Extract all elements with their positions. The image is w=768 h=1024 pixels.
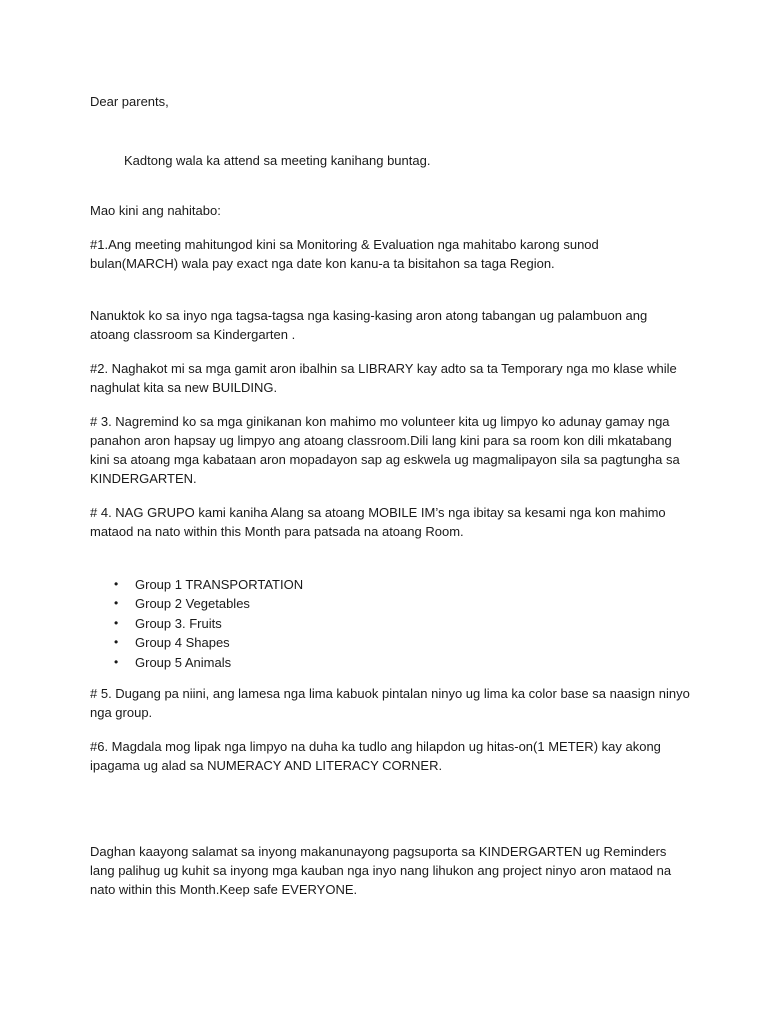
- item-2-paragraph: #2. Naghakot mi sa mga gamit aron ibalhin sa LIBRARY kay adto sa ta Temporary nga mo klase while naghulat kita sa new BUILDING.: [90, 361, 677, 395]
- intro-paragraph: Kadtong wala ka attend sa meeting kanihang buntag.: [124, 153, 431, 168]
- item-4-paragraph: # 4. NAG GRUPO kami kaniha Alang sa atoang MOBILE IM’s nga ibitay sa kesami nga kon mahimo mataod na nato within this Month para patsada na atoang Room.: [90, 505, 666, 539]
- group-label: Group 3. Fruits: [135, 615, 222, 631]
- letter-body: [90, 92, 690, 914]
- group-label: Group 2 Vegetables: [135, 596, 250, 612]
- salutation: Dear parents,: [90, 94, 169, 109]
- item-3-paragraph: # 3. Nagremind ko sa mga ginikanan kon mahimo mo volunteer kita ug limpyo ko adunay gamay nga panahon aron hapsay ug limpyo ang atoang classroom.Dili lang kini para sa room kon dili mkatabang kini sa atoang mga kabataan aron mopadayon sap ag eskwela ug magmalipayon sila sa pagtungha sa KINDERGARTEN.: [90, 414, 680, 486]
- bullet-icon: •: [114, 577, 119, 591]
- list-item: [90, 633, 690, 652]
- group-label: Group 4 Shapes: [135, 635, 230, 651]
- item-6-paragraph: #6. Magdala mog lipak nga limpyo na duha ka tudlo ang hilapdon ug hitas-on(1 METER) kay akong ipagama ug alad sa NUMERACY AND LITERACY CORNER.: [90, 739, 661, 774]
- group-label: Group 5 Animals: [135, 654, 232, 670]
- list-item: [90, 594, 690, 613]
- group-list: [90, 575, 690, 672]
- bullet-icon: •: [114, 596, 119, 611]
- item-1-paragraph: #1.Ang meeting mahitungod kini sa Monitoring & Evaluation nga mahitabo karong sunod bulan(MARCH) wala pay exact nga date kon kanu-a ta bisitahon sa taga Region.: [90, 237, 599, 271]
- bullet-icon: •: [114, 615, 119, 630]
- item-5-paragraph: # 5. Dugang pa niini, ang lamesa nga lima kabuok pintalan ninyo ug lima ka color base sa naasign ninyo nga group.: [90, 686, 690, 721]
- closing-paragraph: Daghan kaayong salamat sa inyong makanunayong pagsuporta sa KINDERGARTEN ug Reminders lang palihug ug kuhit sa inyong mga kauban nga inyo nang lihukon ang project ninyo aron mataod na nato within this Month.Keep safe EVERYONE.: [90, 844, 672, 898]
- list-item: [90, 614, 690, 633]
- bullet-icon: •: [114, 654, 119, 669]
- list-item: [90, 575, 690, 594]
- lead-paragraph: Mao kini ang nahitabo:: [90, 203, 221, 218]
- group-label: Group 1 TRANSPORTATION: [135, 577, 304, 592]
- bullet-icon: •: [114, 635, 119, 650]
- list-item: [90, 653, 690, 672]
- request-paragraph: Nanuktok ko sa inyo nga tagsa-tagsa nga kasing-kasing aron atong tabangan ug palambuon ang atoang classroom sa Kindergarten .: [90, 308, 648, 342]
